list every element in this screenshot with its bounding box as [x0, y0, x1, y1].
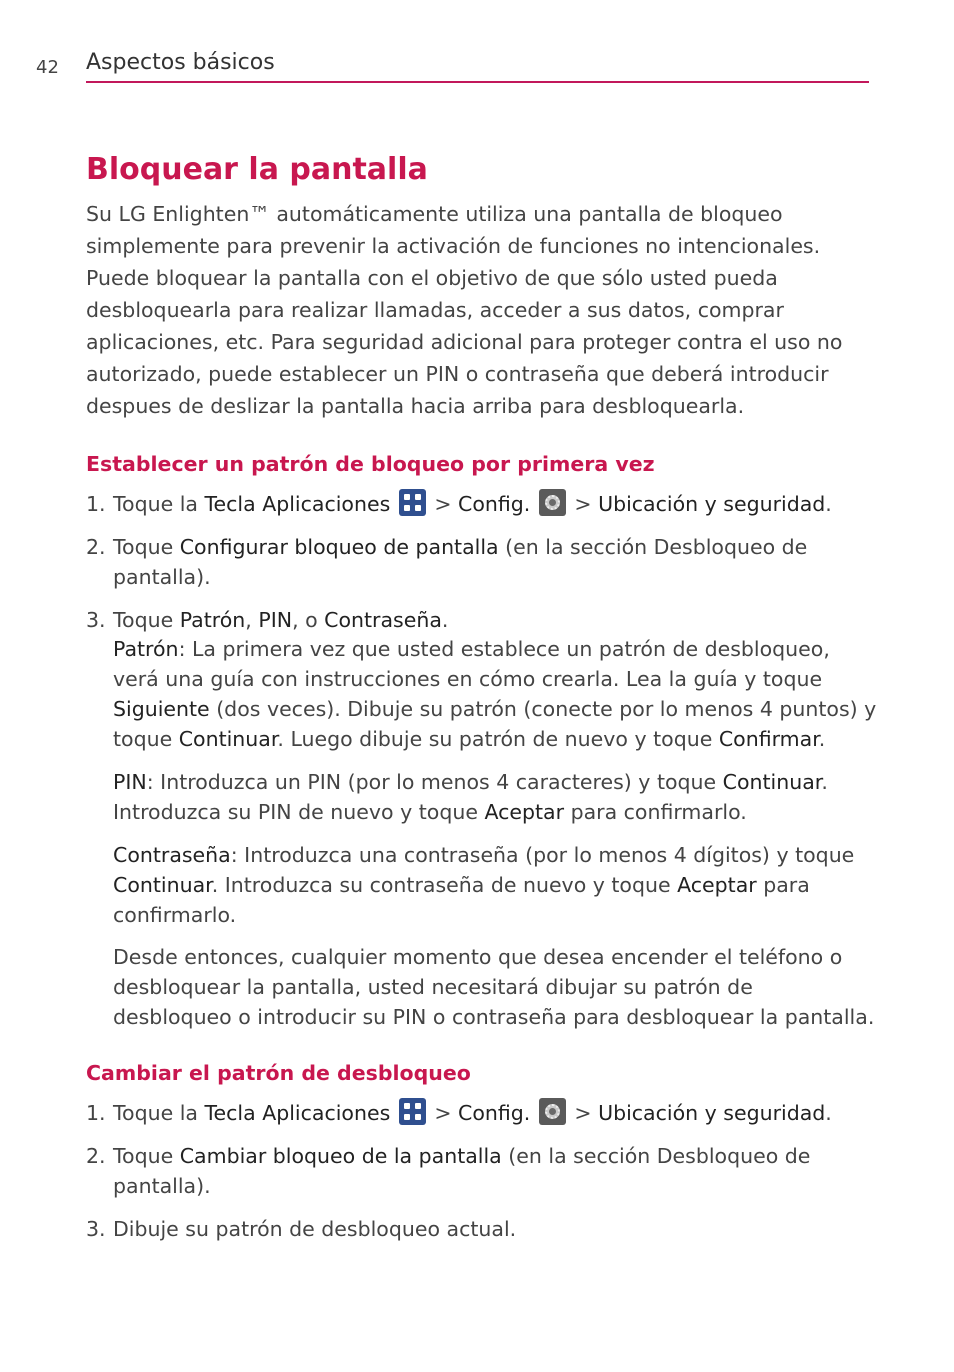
section-heading-first-time: Establecer un patrón de bloqueo por primera vez	[86, 452, 655, 476]
page-number: 42	[36, 57, 59, 78]
apps-key-label: Tecla Aplicaciones	[204, 492, 391, 516]
apps-key-icon	[399, 489, 426, 516]
continue-label: Continuar	[113, 873, 212, 897]
settings-gear-icon	[539, 489, 566, 516]
settings-gear-icon	[539, 1098, 566, 1125]
step-2	[86, 532, 876, 592]
password-text: para confirmarlo.	[113, 873, 810, 927]
configure-lock-label: Configurar bloqueo de pantalla	[179, 535, 499, 559]
separator: >	[567, 492, 599, 516]
pin-term: PIN	[113, 770, 147, 794]
confirm-label: Confirmar	[718, 727, 819, 751]
step-number: 3.	[86, 608, 106, 632]
step-2	[86, 1141, 876, 1201]
step-text: ,	[245, 608, 259, 632]
accept-label: Aceptar	[484, 800, 565, 824]
location-security-label: Ubicación y seguridad	[598, 1101, 826, 1125]
period: .	[441, 608, 449, 632]
step-text: (en la sección Desbloqueo de pantalla).	[113, 1144, 811, 1198]
pin-text: . Introduzca su PIN de nuevo y toque	[113, 770, 828, 824]
separator: >	[427, 492, 459, 516]
settings-label: Config.	[458, 1101, 531, 1125]
pin-option: PIN	[258, 608, 293, 632]
pattern-text: (dos veces). Dibuje su patrón (conecte por lo menos 4 puntos) y toque	[113, 697, 877, 751]
period: .	[818, 727, 826, 751]
step-1	[86, 1098, 876, 1128]
section-heading-change-pattern: Cambiar el patrón de desbloqueo	[86, 1061, 471, 1085]
period: .	[825, 1101, 832, 1125]
step-text: Toque la	[113, 492, 205, 516]
pin-text: para confirmarlo.	[564, 800, 747, 824]
step-text: , o	[292, 608, 325, 632]
step-1	[86, 489, 876, 519]
step-3	[86, 1214, 876, 1244]
pin-text: : Introduzca un PIN (por lo menos 4 caracteres) y toque	[146, 770, 723, 794]
location-security-label: Ubicación y seguridad	[598, 492, 826, 516]
step-text: Toque	[113, 535, 180, 559]
separator: >	[427, 1101, 459, 1125]
step-number: 2.	[86, 1144, 106, 1168]
pattern-text: . Luego dibuje su patrón de nuevo y toque	[277, 727, 719, 751]
section-header: Aspectos básicos	[86, 50, 275, 75]
pattern-text: : La primera vez que usted establece un patrón de desbloqueo, verá una guía con instrucciones en cómo crearla. Lea la guía y toque	[113, 637, 830, 691]
period: .	[825, 492, 832, 516]
password-option: Contraseña	[324, 608, 442, 632]
pattern-paragraph	[113, 634, 878, 754]
pin-paragraph	[113, 767, 878, 827]
step-number: 2.	[86, 535, 106, 559]
settings-label: Config.	[458, 492, 531, 516]
apps-key-icon	[399, 1098, 426, 1125]
password-paragraph	[113, 840, 878, 930]
separator: >	[567, 1101, 599, 1125]
pattern-option: Patrón	[179, 608, 246, 632]
apps-key-label: Tecla Aplicaciones	[204, 1101, 391, 1125]
page-title: Bloquear la pantalla	[86, 152, 428, 187]
continue-label: Continuar	[722, 770, 822, 794]
next-label: Siguiente	[113, 697, 210, 721]
step-3	[86, 605, 876, 635]
step-number: 3.	[86, 1217, 106, 1241]
password-text: . Introduzca su contraseña de nuevo y toque	[211, 873, 678, 897]
step-text: Dibuje su patrón de desbloqueo actual.	[113, 1217, 517, 1241]
step-text: Toque	[113, 608, 180, 632]
step-number: 1.	[86, 492, 106, 516]
after-paragraph: Desde entonces, cualquier momento que desea encender el teléfono o desbloquear la pantalla, usted necesitará dibujar su patrón de desbloqueo o introducir su PIN o contraseña para desbloquear la pantalla.	[113, 945, 875, 1029]
step-text: Toque	[113, 1144, 180, 1168]
continue-label: Continuar	[178, 727, 278, 751]
password-text: : Introduzca una contraseña (por lo menos 4 dígitos) y toque	[230, 843, 855, 867]
header-rule	[86, 81, 869, 83]
intro-paragraph: Su LG Enlighten™ automáticamente utiliza una pantalla de bloqueo simplemente para prevenir la activación de funciones no intencionales. Puede bloquear la pantalla con el objetivo de que sólo usted pueda desbloquearla para realizar llamadas, acceder a sus datos, comprar aplicaciones, etc. Para seguridad adicional para proteger contra el uso no autorizado, puede establecer un PIN o contraseña que deberá introducir despues de deslizar la pantalla hacia arriba para desbloquearla.	[86, 202, 843, 418]
step-number: 1.	[86, 1101, 106, 1125]
pattern-term: Patrón	[113, 637, 179, 661]
step-text: (en la sección Desbloqueo de pantalla).	[113, 535, 808, 589]
change-lock-label: Cambiar bloqueo de la pantalla	[179, 1144, 502, 1168]
step-text: Toque la	[113, 1101, 205, 1125]
accept-label: Aceptar	[677, 873, 757, 897]
password-term: Contraseña	[113, 843, 231, 867]
